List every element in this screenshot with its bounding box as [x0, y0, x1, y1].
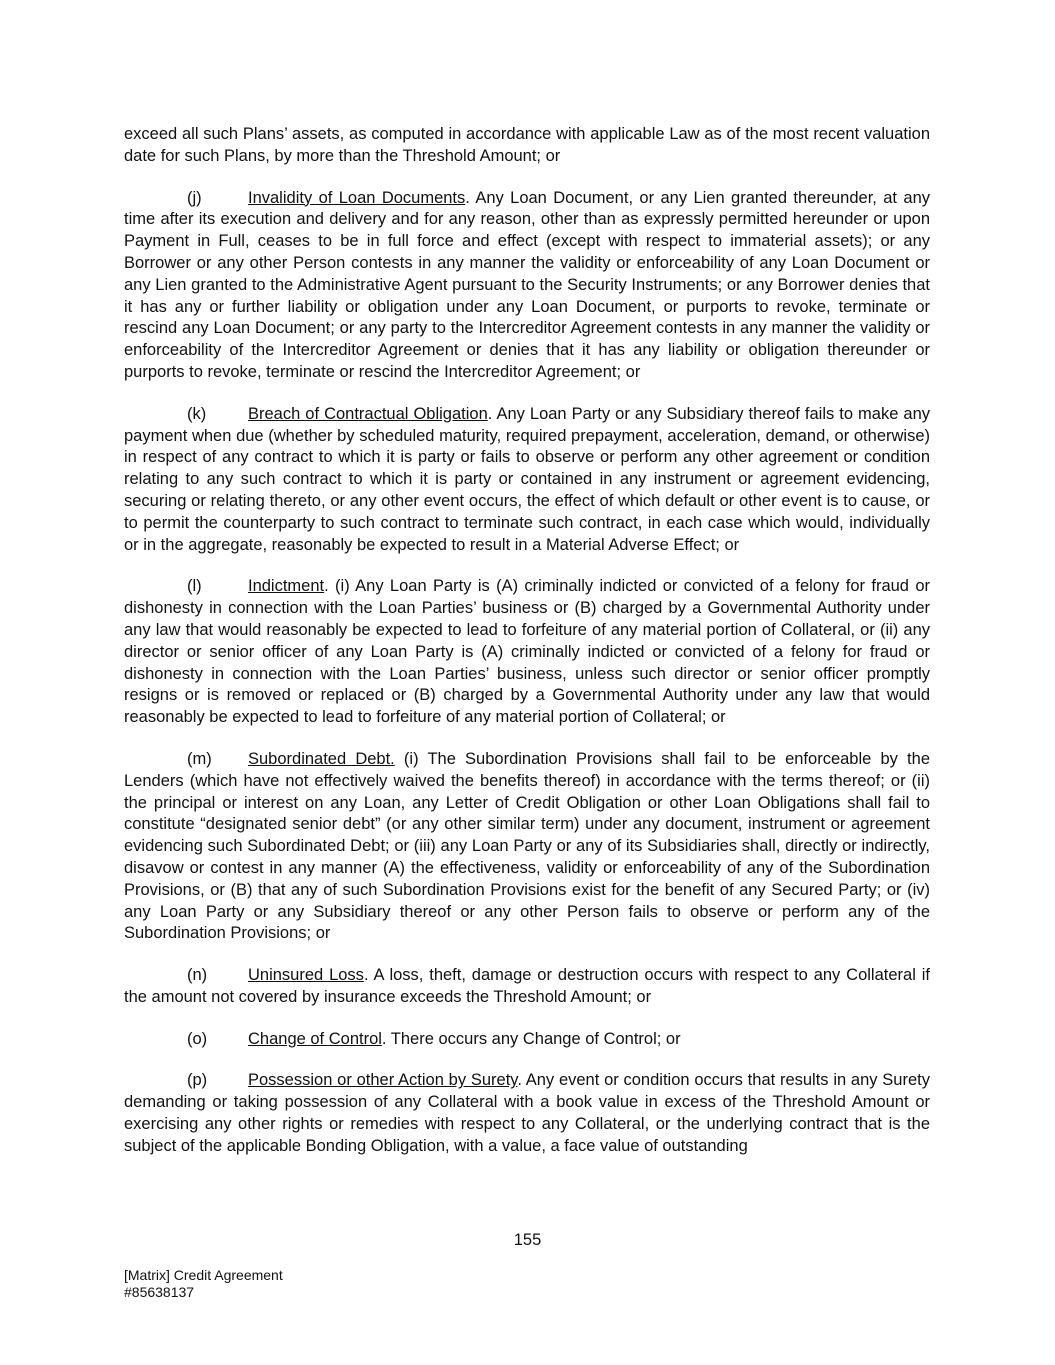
section-l — [124, 576, 930, 729]
section-n — [124, 965, 930, 1009]
footer-title: [Matrix] Credit Agreement — [124, 1267, 283, 1283]
section-heading: Indictment — [248, 577, 325, 596]
section-heading: Invalidity of Loan Documents — [248, 188, 466, 207]
section-heading: Uninsured Loss — [248, 966, 364, 985]
section-heading: Change of Control — [248, 1029, 382, 1048]
section-number: (l) — [187, 577, 202, 596]
section-number: (n) — [187, 966, 208, 985]
section-body: . (i) Any Loan Party is (A) criminally indicted or convicted of a felony for fraud or dishonesty in connection with the Loan Parties’ business or (B) charged by a Governmental Authority under any law that would reasonably be expected to lead to forfeiture of any material portion of Collateral, or (ii) any director or senior officer of any Loan Party is (A) criminally indicted or convicted of a felony for fraud or dishonesty in connection with the Loan Parties’ business, unless such director or senior officer promptly resigns or is removed or replaced or (B) charged by a Governmental Authority under any law that would reasonably be expected to lead to forfeiture of any material portion of Collateral; or — [124, 577, 930, 727]
section-m — [124, 749, 930, 945]
section-number: (o) — [187, 1029, 208, 1048]
section-j — [124, 188, 930, 384]
section-number: (p) — [187, 1071, 208, 1090]
section-body: . Any event or condition occurs that results in any Surety demanding or taking possession of any Collateral with a book value in excess of the Threshold Amount or exercising any other rights or remedies with respect to any Collateral, or the underlying contract that is the subject of the applicable Bonding Obligation, with a value, a face value of outstanding — [124, 1071, 930, 1155]
continuation-paragraph: exceed all such Plans’ assets, as computed in accordance with applicable Law as of the most recent valuation date for such Plans, by more than the Threshold Amount; or — [124, 125, 930, 165]
section-body: (i) The Subordination Provisions shall fail to be enforceable by the Lenders (which have not effectively waived the benefits thereof) in accordance with the terms thereof; or (ii) the principal or interest on any Loan, any Letter of Credit Obligation or other Loan Obligations shall fail to constitute “designated senior debt” (or any other similar term) under any document, instrument or agreement evidencing such Subordinated Debt; or (iii) any Loan Party or any of its Subsidiaries shall, directly or indirectly, disavow or contest in any manner (A) the effectiveness, validity or enforceability of any of the Subordination Provisions, or (B) that any of such Subordination Provisions exist for the benefit of any Secured Party; or (iv) any Loan Party or any Subsidiary thereof or any other Person fails to observe or perform any of the Subordination Provisions; or — [124, 749, 930, 943]
section-number: (k) — [187, 404, 207, 423]
section-number: (j) — [187, 188, 202, 207]
document-body — [124, 124, 930, 1178]
section-body: . Any Loan Document, or any Lien granted thereunder, at any time after its execution and delivery and for any reason, other than as expressly permitted hereunder or upon Payment in Full, ceases to be in full force and effect (except with respect to immaterial assets); or any Borrower or any other Person contests in any manner the validity or enforceability of any Loan Document or any Lien granted to the Administrative Agent pursuant to the Security Instruments; or any Borrower denies that it has any or further liability or obligation under any Loan Document, or purports to revoke, terminate or rescind any Loan Document; or any party to the Intercreditor Agreement contests in any manner the validity or enforceability of the Intercreditor Agreement or denies that it has any liability or obligation thereunder or purports to revoke, terminate or rescind the Intercreditor Agreement; or — [124, 188, 931, 381]
section-body: . Any Loan Party or any Subsidiary thereof fails to make any payment when due (whether by scheduled maturity, required prepayment, acceleration, demand, or otherwise) in respect of any contract to which it is party or fails to observe or perform any other agreement or condition relating to any such contract to which it is party or contained in any instrument or agreement evidencing, securing or relating thereto, or any other event occurs, the effect of which default or other event is to cause, or to permit the counterparty to such contract to terminate such contract, in each case which would, individually or in the aggregate, reasonably be expected to result in a Material Adverse Effect; or — [124, 404, 931, 554]
section-heading: Subordinated Debt. — [248, 749, 395, 768]
section-heading: Possession or other Action by Surety — [248, 1071, 518, 1090]
section-o — [124, 1029, 930, 1051]
section-p — [124, 1070, 930, 1157]
page-number: 155 — [513, 1231, 542, 1249]
footer-document-id: #85638137 — [124, 1284, 195, 1300]
section-body: . A loss, theft, damage or destruction occurs with respect to any Collateral if the amount not covered by insurance exceeds the Threshold Amount; or — [124, 966, 930, 1006]
section-body: . There occurs any Change of Control; or — [381, 1029, 681, 1048]
section-number: (m) — [187, 749, 212, 768]
footer — [124, 1267, 283, 1301]
section-k — [124, 404, 930, 557]
section-heading: Breach of Contractual Obligation — [248, 404, 488, 423]
